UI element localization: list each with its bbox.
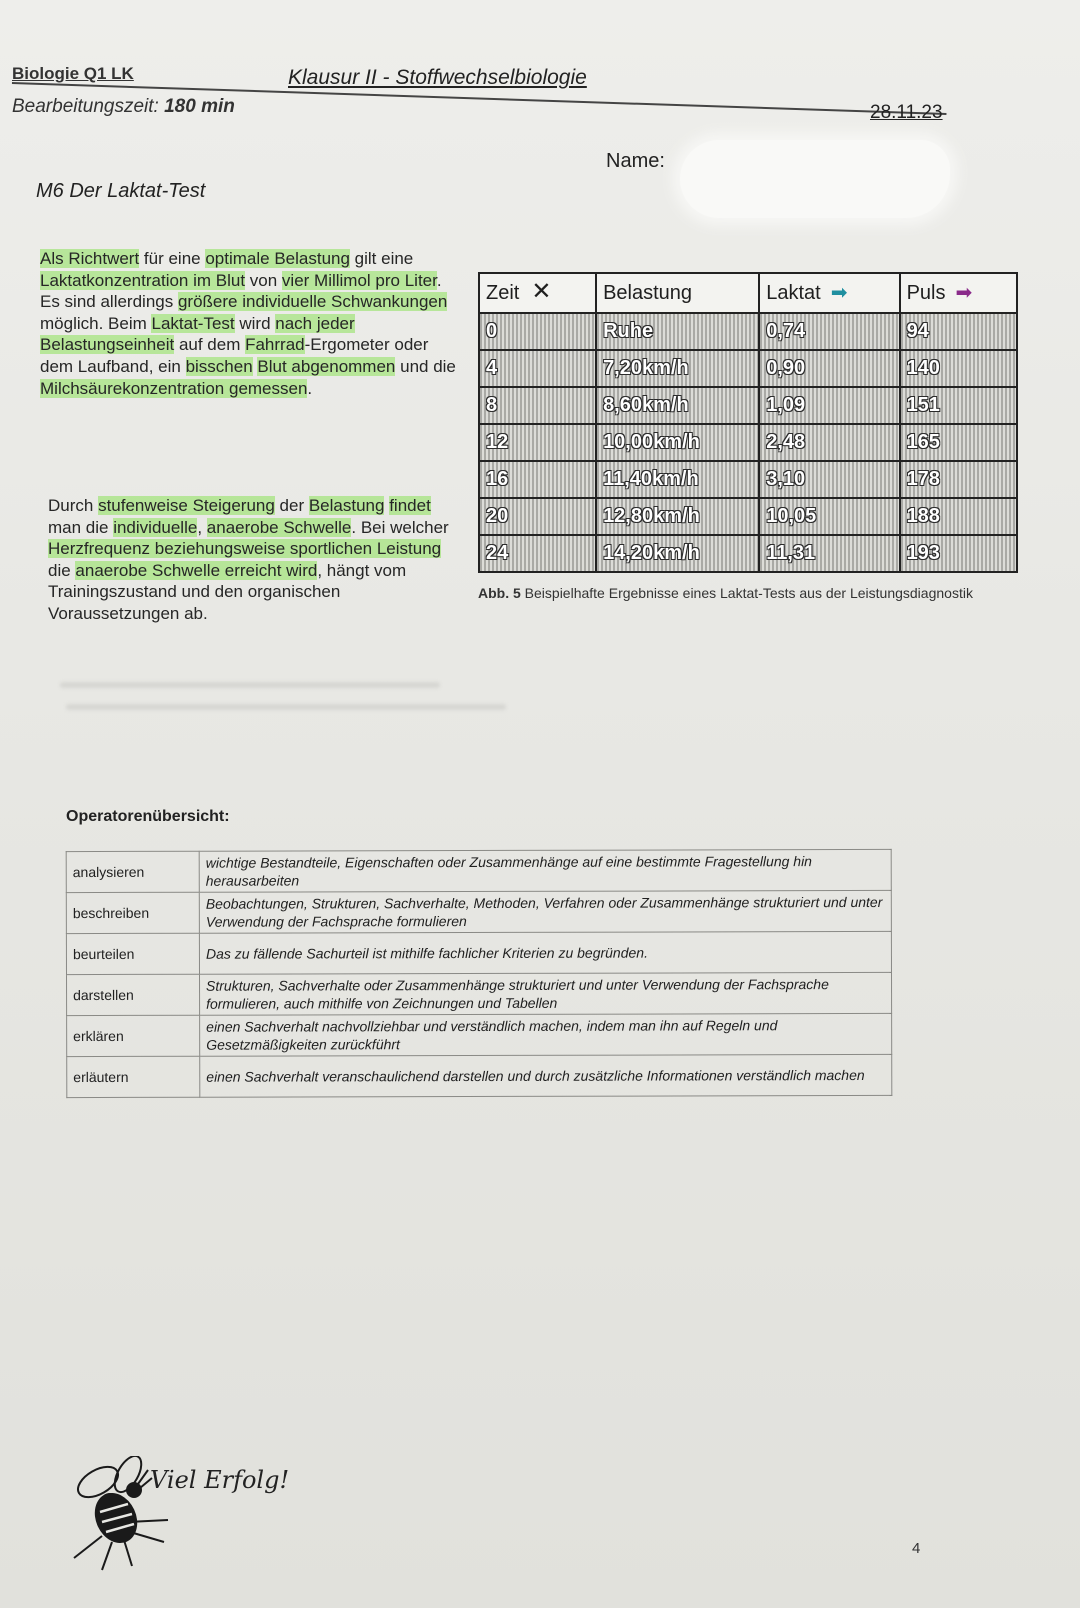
highlight: größere individuelle Schwankungen <box>177 292 448 312</box>
operator-description: Beobachtungen, Strukturen, Sachverhalte, Methoden, Verfahren oder Zusammenhänge strukturiert und unter Verwendung der Fachsprache formulieren <box>199 890 891 933</box>
cell-laktat: 2,48 <box>759 424 899 461</box>
cell-belastung: 11,40km/h <box>596 461 759 498</box>
highlight: stufenweise Steigerung <box>98 496 275 515</box>
cell-zeit: 4 <box>479 350 596 387</box>
table-row <box>67 1013 892 1056</box>
text: auf dem <box>174 335 246 355</box>
highlight: Laktatkonzentration im Blut <box>40 270 246 290</box>
header-puls: Puls ➡ <box>900 273 1017 313</box>
figure-caption <box>478 584 1038 603</box>
table-row <box>66 849 891 892</box>
highlight: Milchsäurekonzentration gemessen <box>40 378 308 398</box>
paragraph-1 <box>40 248 460 399</box>
operator-term: erklären <box>67 1015 200 1056</box>
table-row <box>479 424 1017 461</box>
cell-puls: 140 <box>900 350 1017 387</box>
paragraph-2 <box>48 495 458 625</box>
cell-zeit: 16 <box>479 461 596 498</box>
operator-description: wichtige Bestandteile, Eigenschaften oder Zusammenhänge auf eine bestimmte Fragestellung hin herausarbeiten <box>199 849 891 892</box>
cell-laktat: 3,10 <box>759 461 899 498</box>
course-label: Biologie Q1 LK <box>12 64 134 83</box>
highlight: Als Richtwert <box>40 249 140 268</box>
working-time-value: 180 min <box>164 96 235 117</box>
highlight: Fahrrad <box>245 335 305 355</box>
operator-term: darstellen <box>67 974 200 1015</box>
table-row <box>67 972 892 1015</box>
working-time <box>12 96 235 118</box>
name-label: Name: <box>606 150 665 172</box>
exam-date: 28.11.23 <box>870 102 943 123</box>
highlight: individuelle <box>113 517 198 537</box>
cell-zeit: 8 <box>479 387 596 424</box>
figure-label: Abb. 5 <box>478 585 521 601</box>
highlight: optimale Belastung <box>205 249 350 268</box>
cell-puls: 193 <box>900 535 1017 572</box>
cell-puls: 188 <box>900 498 1017 535</box>
cell-belastung: 8,60km/h <box>596 387 759 424</box>
operator-description: Das zu fällende Sachurteil ist mithilfe fachlicher Kriterien zu begründen. <box>199 931 891 974</box>
cell-zeit: 0 <box>479 313 596 350</box>
text: , <box>197 517 207 537</box>
header-laktat: Laktat ➡ <box>759 273 899 313</box>
table-row <box>479 461 1017 498</box>
table-row <box>67 1054 892 1097</box>
cell-laktat: 11,31 <box>759 535 899 572</box>
text: -Ergometer oder dem Laufband, ein <box>40 335 429 376</box>
operator-term: beurteilen <box>66 933 199 974</box>
cell-belastung: 10,00km/h <box>596 424 759 461</box>
lactate-table <box>478 272 1018 573</box>
operator-term: erläutern <box>67 1056 200 1097</box>
working-time-label: Bearbeitungszeit: <box>12 96 159 117</box>
highlight: bisschen <box>185 356 253 376</box>
operator-description: einen Sachverhalt veranschaulichend darstellen und durch zusätzliche Informationen verständlich machen <box>200 1054 892 1097</box>
operator-description: Strukturen, Sachverhalte oder Zusammenhänge strukturiert und unter Verwendung der Fachsprache formulieren, auch mithilfe von Zeichnungen und Tabellen <box>200 972 892 1015</box>
cell-zeit: 20 <box>479 498 596 535</box>
text: die <box>48 560 76 580</box>
cell-puls: 178 <box>900 461 1017 498</box>
text: möglich. Beim <box>40 313 152 333</box>
closing-message: Viel Erfolg! <box>150 1466 290 1494</box>
header-zeit: Zeit ✕ <box>479 273 596 313</box>
teal-arrow-icon: ➡ <box>830 282 848 305</box>
cell-belastung: 12,80km/h <box>596 498 759 535</box>
cell-belastung: Ruhe <box>596 313 759 350</box>
header-belastung: Belastung <box>596 273 759 313</box>
operator-description: einen Sachverhalt nachvollziehbar und verständlich machen, indem man ihn auf Regeln und Gesetzmäßigkeiten zurückführt <box>200 1013 892 1056</box>
cell-belastung: 14,20km/h <box>596 535 759 572</box>
highlight: anaerobe Schwelle <box>206 517 352 537</box>
cell-puls: 94 <box>900 313 1017 350</box>
text: man die <box>48 517 114 537</box>
text: Durch <box>48 496 99 515</box>
operators-table <box>66 849 893 1098</box>
figure-caption-text: Beispielhafte Ergebnisse eines Laktat-Tests aus der Leistungsdiagnostik <box>520 585 973 601</box>
table-row <box>66 890 891 933</box>
cell-belastung: 7,20km/h <box>596 350 759 387</box>
highlight: nach jeder Belastungseinheit <box>40 313 355 355</box>
text: wird <box>234 313 276 333</box>
highlight: Blut abgenommen <box>257 356 396 376</box>
table-row <box>479 498 1017 535</box>
cross-mark-icon: ✕ <box>531 277 552 305</box>
highlight: findet <box>389 496 431 515</box>
cell-puls: 165 <box>900 424 1017 461</box>
highlight: Herzfrequenz beziehungsweise sportlichen Leistung <box>48 539 442 559</box>
section-title: M6 Der Laktat-Test <box>36 180 206 202</box>
purple-arrow-icon: ➡ <box>955 282 973 305</box>
name-redaction <box>680 140 950 218</box>
table-header-row <box>479 273 1017 313</box>
text: . Bei welcher <box>351 517 449 537</box>
cell-laktat: 10,05 <box>759 498 899 535</box>
table-row <box>479 313 1017 350</box>
text: für eine <box>139 249 206 268</box>
highlight: Belastung <box>308 496 385 515</box>
redacted-line <box>66 704 506 710</box>
cell-puls: 151 <box>900 387 1017 424</box>
operators-heading: Operatorenübersicht: <box>66 808 230 825</box>
table-row <box>479 535 1017 572</box>
text: der <box>274 496 309 515</box>
operator-term: analysieren <box>66 851 199 892</box>
exam-title: Klausur II - Stoffwechselbiologie <box>288 66 587 89</box>
redacted-line <box>60 682 440 688</box>
highlight: anaerobe Schwelle erreicht wird <box>75 560 318 580</box>
text: gilt eine <box>349 249 414 268</box>
text: und die <box>395 356 456 376</box>
text: von <box>245 270 282 290</box>
text: . Es sind allerdings <box>40 270 442 312</box>
cell-laktat: 1,09 <box>759 387 899 424</box>
highlight: Laktat-Test <box>151 313 235 333</box>
cell-laktat: 0,90 <box>759 350 899 387</box>
page-number: 4 <box>912 1540 921 1557</box>
table-row <box>66 931 891 974</box>
highlight: vier Millimol pro Liter <box>281 270 437 290</box>
text: . <box>307 378 313 398</box>
table-row <box>479 387 1017 424</box>
table-row <box>479 350 1017 387</box>
text: , hängt vom Trainingszustand und den organischen Voraussetzungen ab. <box>48 560 407 623</box>
cell-zeit: 12 <box>479 424 596 461</box>
operator-term: beschreiben <box>66 892 199 933</box>
cell-laktat: 0,74 <box>759 313 899 350</box>
cell-zeit: 24 <box>479 535 596 572</box>
